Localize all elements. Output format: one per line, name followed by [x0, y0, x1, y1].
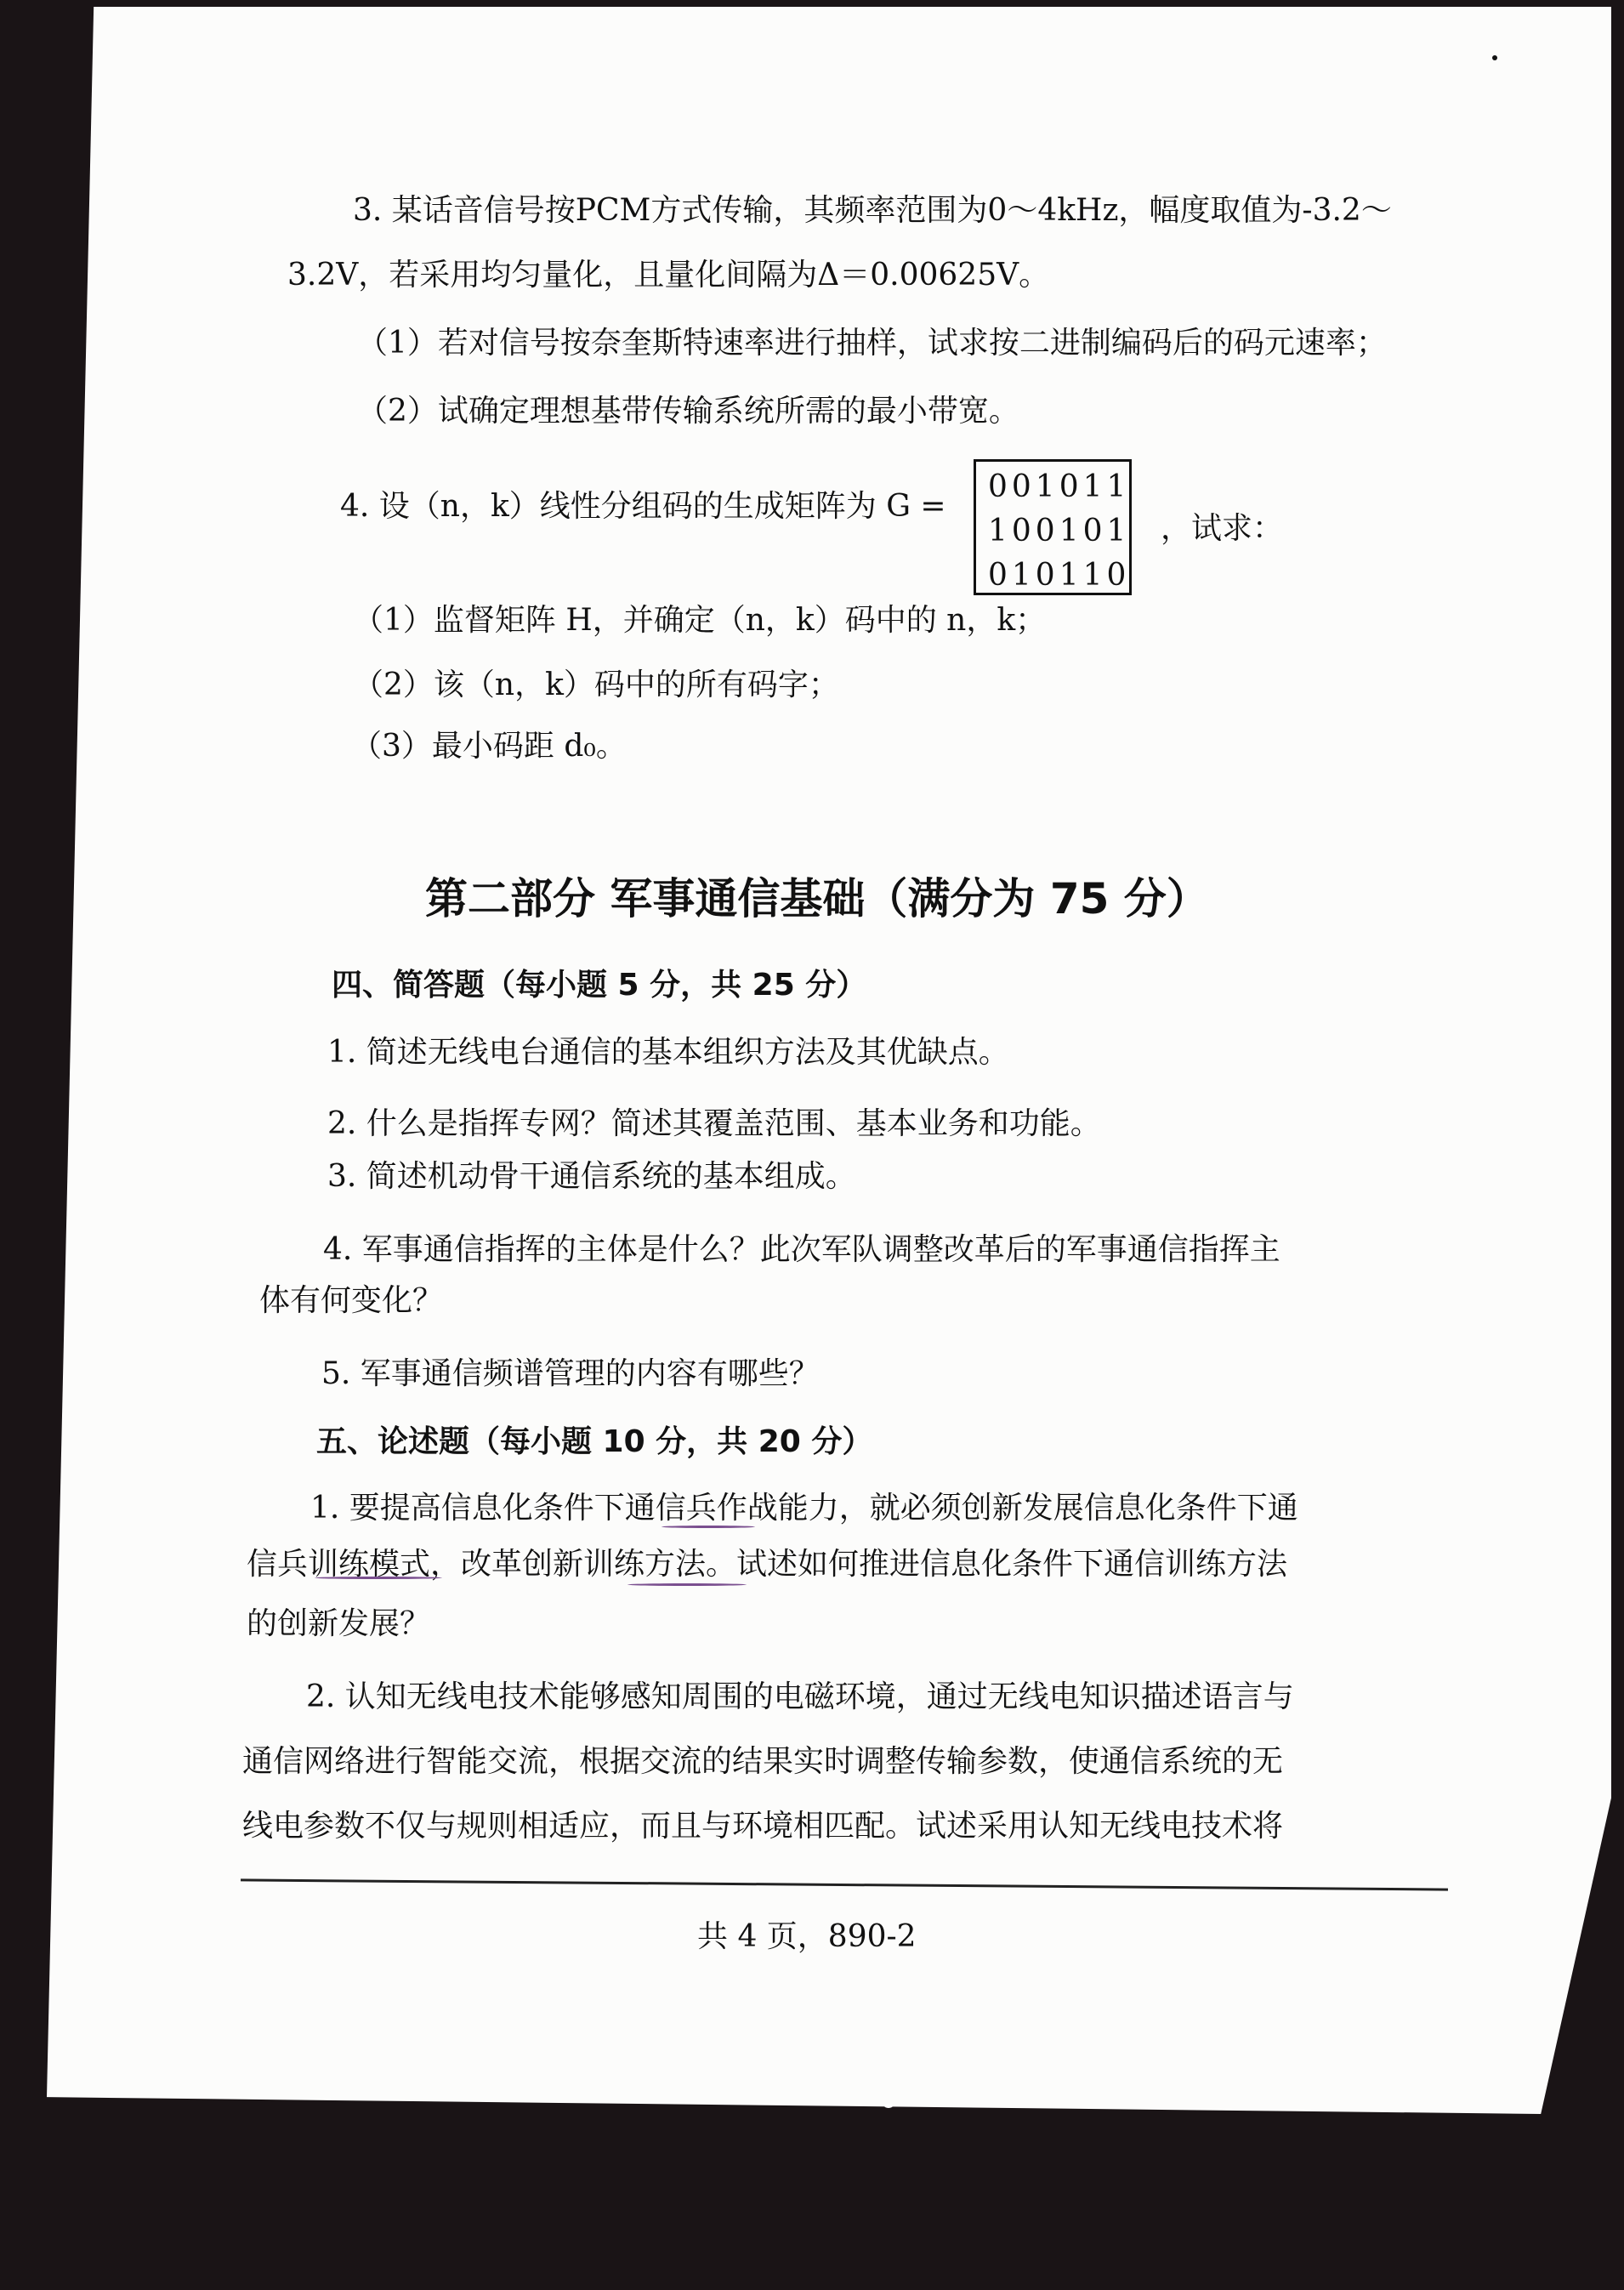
section4-heading: 四、简答题（每小题 5 分，共 25 分） — [332, 968, 867, 1003]
matrix-row-3: 010110 — [988, 558, 1131, 593]
pen-underline — [627, 1583, 747, 1586]
section5-q2-line1: 2. 认知无线电技术能够感知周围的电磁环境，通过无线电知识描述语言与 — [306, 1679, 1294, 1714]
section5-q2-line2: 通信网络进行智能交流，根据交流的结果实时调整传输参数，使通信系统的无 — [242, 1744, 1284, 1779]
q3-sub1: （1）若对信号按奈奎斯特速率进行抽样，试求按二进制编码后的码元速率； — [357, 326, 1387, 361]
scan-speck — [884, 2104, 893, 2108]
section4-q1: 1. 简述无线电台通信的基本组织方法及其优缺点。 — [327, 1035, 1009, 1070]
section4-q4-line1: 4. 军事通信指挥的主体是什么？此次军队调整改革后的军事通信指挥主 — [323, 1232, 1280, 1267]
q3-line1: 3. 某话音信号按PCM方式传输，其频率范围为0～4kHz，幅度取值为-3.2～ — [353, 193, 1392, 228]
generator-matrix — [974, 459, 1132, 595]
q4-sub2: （2）该（n，k）码中的所有码字； — [353, 668, 839, 702]
scan-speck — [1492, 55, 1497, 60]
section5-q1-line3: 的创新发展？ — [247, 1606, 431, 1641]
q4-sub3: （3）最小码距 d₀。 — [351, 729, 627, 764]
q4-tail: ，试求： — [1161, 511, 1284, 546]
matrix-row-1: 001011 — [988, 469, 1131, 504]
part2-title: 第二部分 军事通信基础（满分为 75 分） — [425, 874, 1209, 923]
pen-underline — [315, 1577, 442, 1579]
section5-q1-line1: 1. 要提高信息化条件下通信兵作战能力，就必须创新发展信息化条件下通 — [310, 1491, 1298, 1526]
q4-sub1: （1）监督矩阵 H，并确定（n，k）码中的 n，k； — [353, 603, 1047, 638]
section4-q4-line2: 体有何变化？ — [259, 1283, 444, 1318]
section5-q1-line2: 信兵训练模式，改革创新训练方法。试述如何推进信息化条件下通信训练方法 — [247, 1547, 1288, 1582]
pen-underline — [662, 1526, 755, 1528]
matrix-row-2: 100101 — [988, 514, 1131, 548]
q3-sub2: （2）试确定理想基带传输系统所需的最小带宽。 — [357, 394, 1019, 429]
section4-q5: 5. 军事通信频谱管理的内容有哪些？ — [321, 1356, 820, 1391]
q4-lead: 4. 设（n，k）线性分组码的生成矩阵为 G = — [340, 489, 946, 524]
section4-q3: 3. 简述机动骨干通信系统的基本组成。 — [327, 1159, 856, 1194]
section5-heading: 五、论述题（每小题 10 分，共 20 分） — [316, 1424, 873, 1459]
section4-q2: 2. 什么是指挥专网？简述其覆盖范围、基本业务和功能。 — [327, 1106, 1101, 1141]
page-footer: 共 4 页，890-2 — [697, 1919, 917, 1954]
q3-line2: 3.2V，若采用均匀量化，且量化间隔为Δ＝0.00625V。 — [287, 258, 1050, 293]
section5-q2-line3: 线电参数不仅与规则相适应，而且与环境相匹配。试述采用认知无线电技术将 — [242, 1809, 1284, 1844]
